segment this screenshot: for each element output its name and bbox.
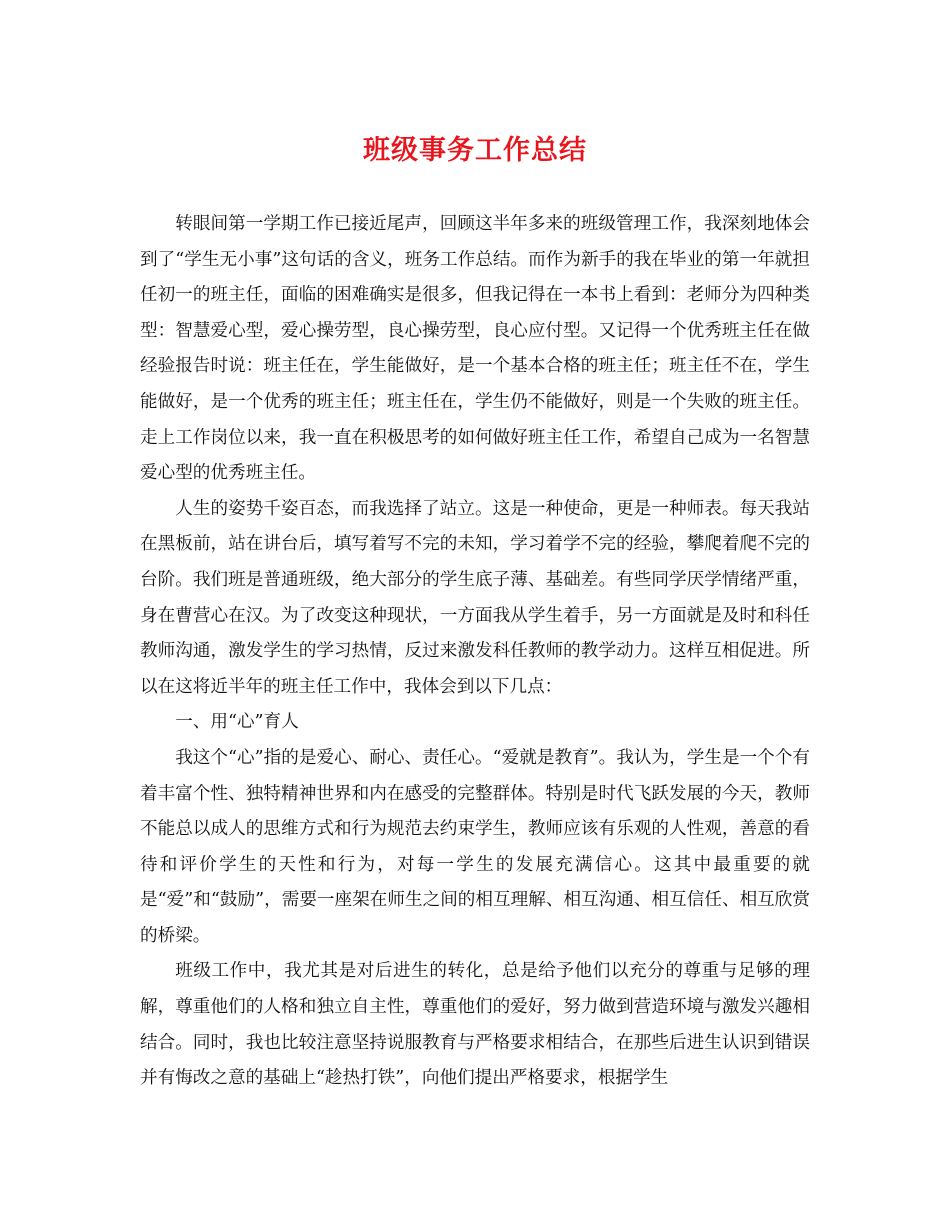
paragraph-2: 人生的姿势千姿百态，而我选择了站立。这是一种使命，更是一种师表。每天我站在黑板前，站在讲台后，填写着写不完的未知，学习着学不完的经验，攀爬着爬不完的台阶。我们班是普通班级，绝大部分的学生底子薄、基础差。有些同学厌学情绪严重，身在曹营心在汉。为了改变这种现状，一方面我从学生着手，另一方面就是及时和科任教师沟通，激发学生的学习热情，反过来激发科任教师的教学动力。这样互相促进。所以在这将近半年的班主任工作中，我体会到以下几点： xyxy=(140,498,810,697)
document-body xyxy=(140,207,810,1097)
document-title: 班级事务工作总结 xyxy=(363,135,587,166)
paragraph-1: 转眼间第一学期工作已接近尾声，回顾这半年多来的班级管理工作，我深刻地体会到了“学生无小事”这句话的含义，班务工作总结。而作为新手的我在毕业的第一年就担任初一的班主任，面临的困难确实是很多，但我记得在一本书上看到：老师分为四种类型：智慧爱心型，爱心操劳型，良心操劳型，良心应付型。又记得一个优秀班主任在做经验报告时说：班主任在，学生能做好，是一个基本合格的班主任；班主任不在，学生能做好，是一个优秀的班主任；班主任在，学生仍不能做好，则是一个失败的班主任。走上工作岗位以来，我一直在积极思考的如何做好班主任工作，希望自己成为一名智慧爱心型的优秀班主任。 xyxy=(140,214,810,484)
section-heading: 一、用“心”育人 xyxy=(175,712,299,733)
paragraph-3: 我这个“心”指的是爱心、耐心、责任心。“爱就是教育”。我认为，学生是一个个有着丰富个性、独特精神世界和内在感受的完整群体。特别是时代飞跃发展的今天，教师不能总以成人的思维方式和行为规范去约束学生，教师应该有乐观的人性观，善意的看待和评价学生的天性和行为，对每一学生的发展充满信心。这其中最重要的就是“爱”和“鼓励”，需要一座架在师生之间的相互理解、相互沟通、相互信任、相互欣赏的桥梁。 xyxy=(140,747,810,946)
paragraph-4: 班级工作中，我尤其是对后进生的转化，总是给予他们以充分的尊重与足够的理解，尊重他们的人格和独立自主性，尊重他们的爱好，努力做到营造环境与激发兴趣相结合。同时，我也比较注意坚持说服教育与严格要求相结合，在那些后进生认识到错误并有悔改之意的基础上“趁热打铁”，向他们提出严格要求，根据学生 xyxy=(140,961,810,1089)
